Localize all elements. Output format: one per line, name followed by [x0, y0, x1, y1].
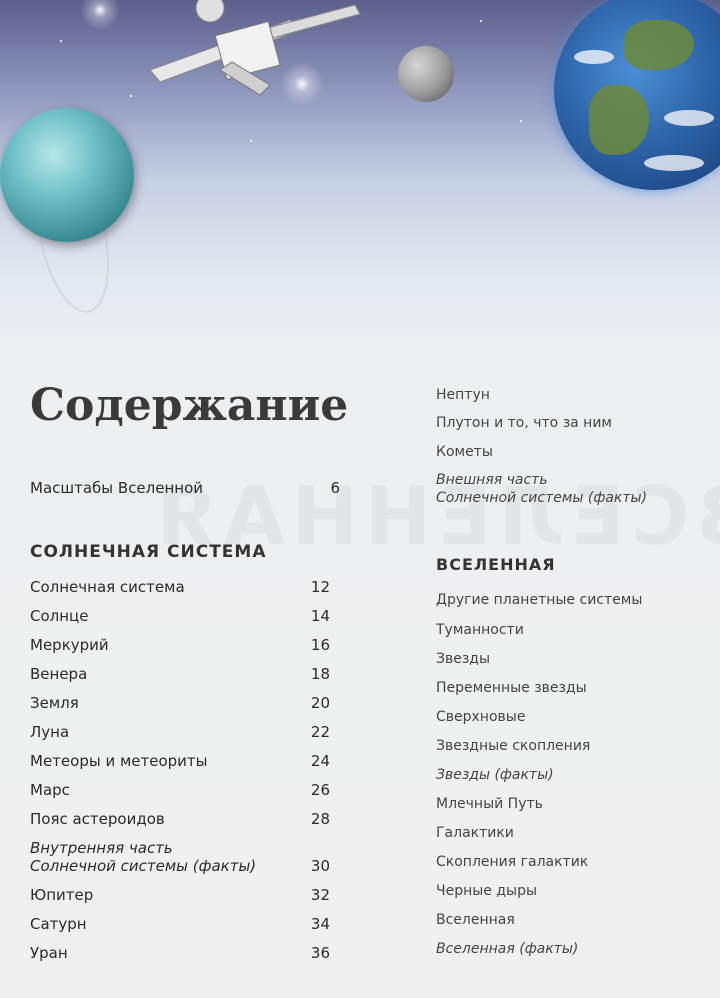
- toc-entry: Сатурн 34: [30, 915, 330, 933]
- toc-entry: Черные дыры: [436, 883, 538, 899]
- page-number: 32: [310, 886, 330, 904]
- toc-entry: Солнечная система 12: [30, 578, 330, 596]
- toc-entry-facts: Звезды (факты): [436, 767, 554, 783]
- page-number: 16: [310, 636, 330, 654]
- toc-entry-facts: Внутренняя часть Солнечной системы (факты) 30: [30, 839, 330, 875]
- toc-entry: Марс 26: [30, 781, 330, 799]
- toc-entry: Луна 22: [30, 723, 330, 741]
- toc-entry-facts: Вселенная (факты): [436, 941, 579, 957]
- toc-entry: Метеоры и метеориты 24: [30, 752, 330, 770]
- toc-entry: Звездные скопления: [436, 738, 591, 754]
- toc-entry: Звезды: [436, 651, 491, 667]
- toc-entry: Плутон и то, что за ним: [436, 415, 612, 431]
- star: [60, 40, 62, 42]
- star: [130, 95, 132, 97]
- section-heading-universe: ВСЕЛЕННАЯ: [436, 555, 556, 574]
- star: [250, 140, 252, 142]
- toc-entry: Масштабы Вселенной 6: [30, 479, 340, 497]
- star: [520, 120, 522, 122]
- toc-entry: Млечный Путь: [436, 796, 543, 812]
- toc-entry: Уран 36: [30, 944, 330, 962]
- page-number: 22: [310, 723, 330, 741]
- toc-entry: Солнце 14: [30, 607, 330, 625]
- space-probe-icon: [140, 0, 370, 105]
- toc-entry: Вселенная: [436, 912, 515, 928]
- earth-illustration: [554, 0, 720, 190]
- page-number: 18: [310, 665, 330, 683]
- toc-entry: Другие планетные системы: [436, 592, 643, 608]
- toc-entry: Туманности: [436, 622, 524, 638]
- toc-entry: Сверхновые: [436, 709, 526, 725]
- toc-entry: Нептун: [436, 387, 490, 403]
- uranus-illustration: [0, 108, 134, 242]
- toc-entry: Пояс астероидов 28: [30, 810, 330, 828]
- toc-entry: Земля 20: [30, 694, 330, 712]
- toc-entry: Кометы: [436, 444, 493, 460]
- page-number: 34: [310, 915, 330, 933]
- page-title: Содержание: [30, 380, 349, 431]
- toc-entry: Переменные звезды: [436, 680, 587, 696]
- page-number: 36: [310, 944, 330, 962]
- toc-entry-facts: Внешняя часть Солнечной системы (факты): [436, 472, 648, 506]
- page-number: 20: [310, 694, 330, 712]
- page-number: 12: [310, 578, 330, 596]
- toc-entry: Венера 18: [30, 665, 330, 683]
- page-number: 14: [310, 607, 330, 625]
- page-number: 24: [310, 752, 330, 770]
- moon-illustration: [398, 46, 454, 102]
- page-number: 30: [310, 857, 330, 875]
- toc-entry: Юпитер 32: [30, 886, 330, 904]
- page-number: 26: [310, 781, 330, 799]
- toc-entry: Галактики: [436, 825, 514, 841]
- section-heading-solar-system: СОЛНЕЧНАЯ СИСТЕМА: [30, 542, 267, 562]
- toc-entry: Меркурий 16: [30, 636, 330, 654]
- page-number: 28: [310, 810, 330, 828]
- page-number: 6: [330, 479, 340, 497]
- space-header-illustration: [0, 0, 720, 320]
- toc-entry: Скопления галактик: [436, 854, 589, 870]
- bright-star-glow: [80, 0, 120, 30]
- star: [480, 20, 482, 22]
